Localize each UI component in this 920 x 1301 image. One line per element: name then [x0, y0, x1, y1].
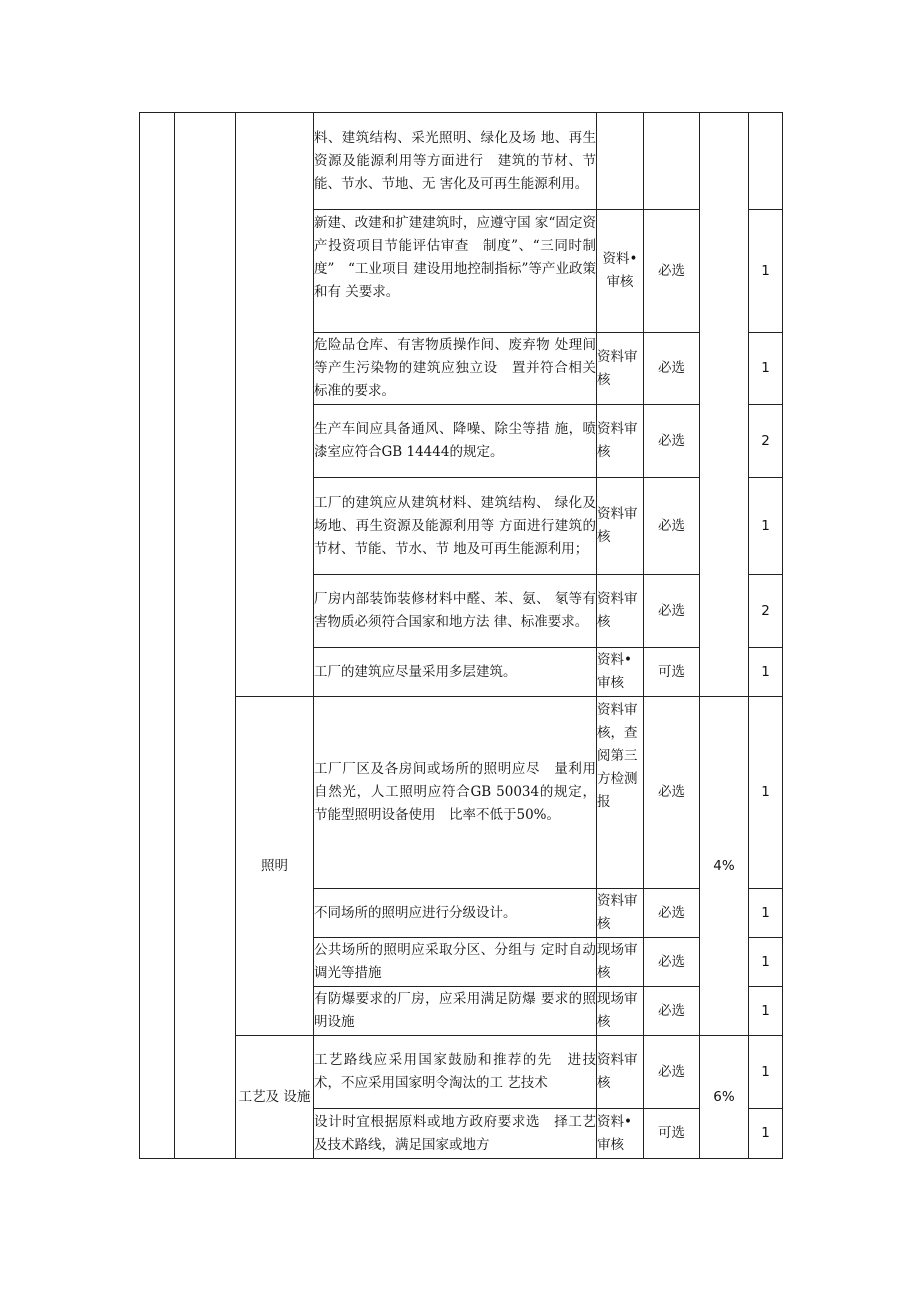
requirement-cell: 工艺路线应采用国家鼓励和推荐的先 进技术，不应采用国家明令淘汰的工 艺技术	[314, 1036, 597, 1109]
second-level-cell	[175, 113, 236, 1159]
method-cell: 资料审核，查阅第三方检测报	[597, 697, 644, 889]
method-cell: 资料审核	[597, 333, 644, 405]
type-cell: 必选	[644, 405, 700, 478]
score-cell: 1	[749, 1036, 783, 1109]
requirement-cell: 设计时宜根据原料或地方政府要求选 择工艺及技术路线，满足国家或地方	[314, 1109, 597, 1159]
type-cell: 必选	[644, 1036, 700, 1109]
method-cell: 现场审核	[597, 987, 644, 1036]
method-cell: 资料审核	[597, 1036, 644, 1109]
lighting-weight-cell: 4%	[700, 697, 749, 1036]
process-category-cell: 工艺及 设施	[236, 1036, 314, 1159]
type-cell: 必选	[644, 575, 700, 648]
requirement-cell: 公共场所的照明应采取分区、分组与 定时自动调光等措施	[314, 938, 597, 987]
building-weight-cell	[700, 113, 749, 697]
score-cell: 1	[749, 697, 783, 889]
first-level-cell	[140, 113, 175, 1159]
score-cell: 1	[749, 938, 783, 987]
type-cell: 可选	[644, 648, 700, 697]
requirement-cell: 生产车间应具备通风、降噪、除尘等措 施，喷漆室应符合GB 14444的规定。	[314, 405, 597, 478]
requirement-cell: 工厂厂区及各房间或场所的照明应尽 量利用自然光，人工照明应符合GB 50034的规定，节能型照明设备使用 比率不低于50%。	[314, 697, 597, 889]
score-cell: 1	[749, 1109, 783, 1159]
table-row	[140, 113, 783, 210]
score-cell: 2	[749, 405, 783, 478]
table-row	[140, 1036, 783, 1109]
requirement-cell: 不同场所的照明应进行分级设计。	[314, 889, 597, 938]
requirement-cell: 工厂的建筑应从建筑材料、建筑结构、 绿化及场地、再生资源及能源利用等 方面进行建筑的节材、节能、节水、节 地及可再生能源利用；	[314, 478, 597, 575]
score-cell: 1	[749, 889, 783, 938]
type-cell: 必选	[644, 333, 700, 405]
score-cell: 1	[749, 987, 783, 1036]
method-cell: 资料•审核	[597, 210, 644, 333]
evaluation-table	[139, 112, 783, 1159]
method-cell: 现场审核	[597, 938, 644, 987]
type-cell: 必选	[644, 478, 700, 575]
type-cell: 必选	[644, 697, 700, 889]
method-cell: 资料审核	[597, 478, 644, 575]
process-weight-cell: 6%	[700, 1036, 749, 1159]
lighting-category-cell: 照明	[236, 697, 314, 1036]
type-cell: 可选	[644, 1109, 700, 1159]
type-cell	[644, 113, 700, 210]
score-cell: 2	[749, 575, 783, 648]
type-cell: 必选	[644, 987, 700, 1036]
requirement-cell: 新建、改建和扩建建筑时，应遵守国 家“固定资产投资项目节能评估审查 制度”、“三同时制度” “工业项目 建设用地控制指标”等产业政策和有 关要求。	[314, 210, 597, 333]
building-category-cell	[236, 113, 314, 697]
method-cell: 资料审核	[597, 405, 644, 478]
method-cell: 资料审核	[597, 575, 644, 648]
method-cell: 资料•审核	[597, 648, 644, 697]
score-cell: 1	[749, 478, 783, 575]
requirement-cell: 厂房内部装饰装修材料中醛、苯、氨、 氡等有害物质必须符合国家和地方法 律、标准要求。	[314, 575, 597, 648]
score-cell: 1	[749, 210, 783, 333]
score-cell	[749, 113, 783, 210]
requirement-cell: 危险品仓库、有害物质操作间、废弃物 处理间等产生污染物的建筑应独立设 置并符合相关标准的要求。	[314, 333, 597, 405]
type-cell: 必选	[644, 210, 700, 333]
score-cell: 1	[749, 648, 783, 697]
requirement-cell: 料、建筑结构、采光照明、绿化及场 地、再生资源及能源利用等方面进行 建筑的节材、节能、节水、节地、无 害化及可再生能源利用。	[314, 113, 597, 210]
requirement-cell: 工厂的建筑应尽量采用多层建筑。	[314, 648, 597, 697]
requirement-cell: 有防爆要求的厂房，应采用满足防爆 要求的照明设施	[314, 987, 597, 1036]
method-cell: 资料审核	[597, 889, 644, 938]
type-cell: 必选	[644, 938, 700, 987]
method-cell	[597, 113, 644, 210]
score-cell: 1	[749, 333, 783, 405]
method-cell: 资料•审核	[597, 1109, 644, 1159]
type-cell: 必选	[644, 889, 700, 938]
table-row	[140, 697, 783, 889]
